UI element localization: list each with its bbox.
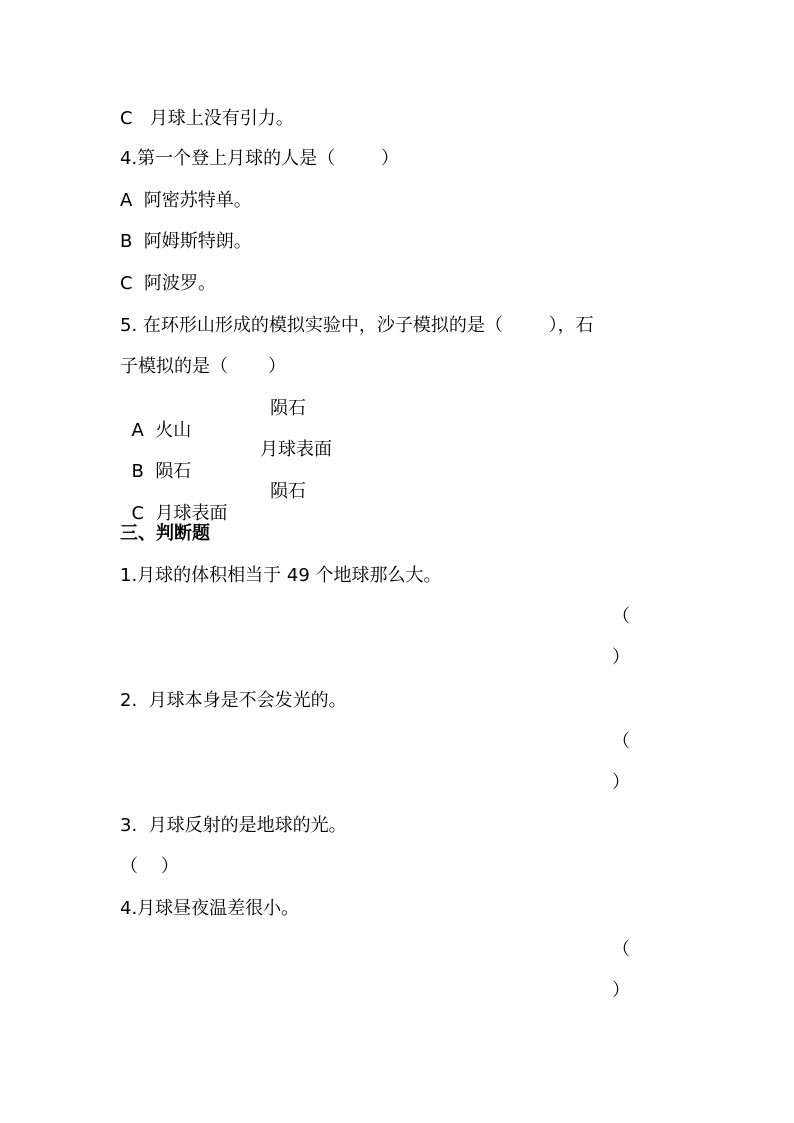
question-4-option-a: A 阿密苏特单。 [120, 190, 252, 211]
judge-3-paren: （ ） [120, 856, 179, 877]
judge-2-close-paren: ） [612, 772, 630, 793]
question-4-option-c: C 阿波罗。 [120, 273, 217, 294]
option-b-right: 月球表面 [260, 439, 332, 460]
judge-item-1: 1.月球的体积相当于 49 个地球那么大。 [120, 565, 442, 586]
question-4-option-b: B 阿姆斯特朗。 [120, 231, 252, 252]
q3-option-c: C 月球上没有引力。 [120, 108, 294, 129]
judge-item-4: 4.月球昼夜温差很小。 [120, 898, 300, 919]
option-c-left: C 月球表面 [131, 503, 228, 524]
question-5-stem-line1: 5. 在环形山形成的模拟实验中，沙子模拟的是（ ），石 [120, 315, 594, 336]
question-4-stem: 4.第一个登上月球的人是（ ） [120, 148, 399, 169]
option-a-left: A 火山 [131, 420, 192, 441]
judge-4-close-paren: ） [612, 980, 630, 1001]
option-c-right: 陨石 [270, 481, 306, 502]
section-title: 三、判断题 [120, 523, 210, 544]
judge-2-open-paren: （ [612, 731, 630, 752]
option-b-left: B 陨石 [131, 461, 192, 482]
judge-item-3: 3. 月球反射的是地球的光。 [120, 815, 347, 836]
question-5-stem-line2: 子模拟的是（ ） [120, 356, 287, 377]
judge-1-open-paren: （ [612, 606, 630, 627]
judge-4-open-paren: （ [612, 939, 630, 960]
judge-1-close-paren: ） [612, 647, 630, 668]
option-a-right: 陨石 [270, 398, 306, 419]
judge-item-2: 2. 月球本身是不会发光的。 [120, 690, 347, 711]
